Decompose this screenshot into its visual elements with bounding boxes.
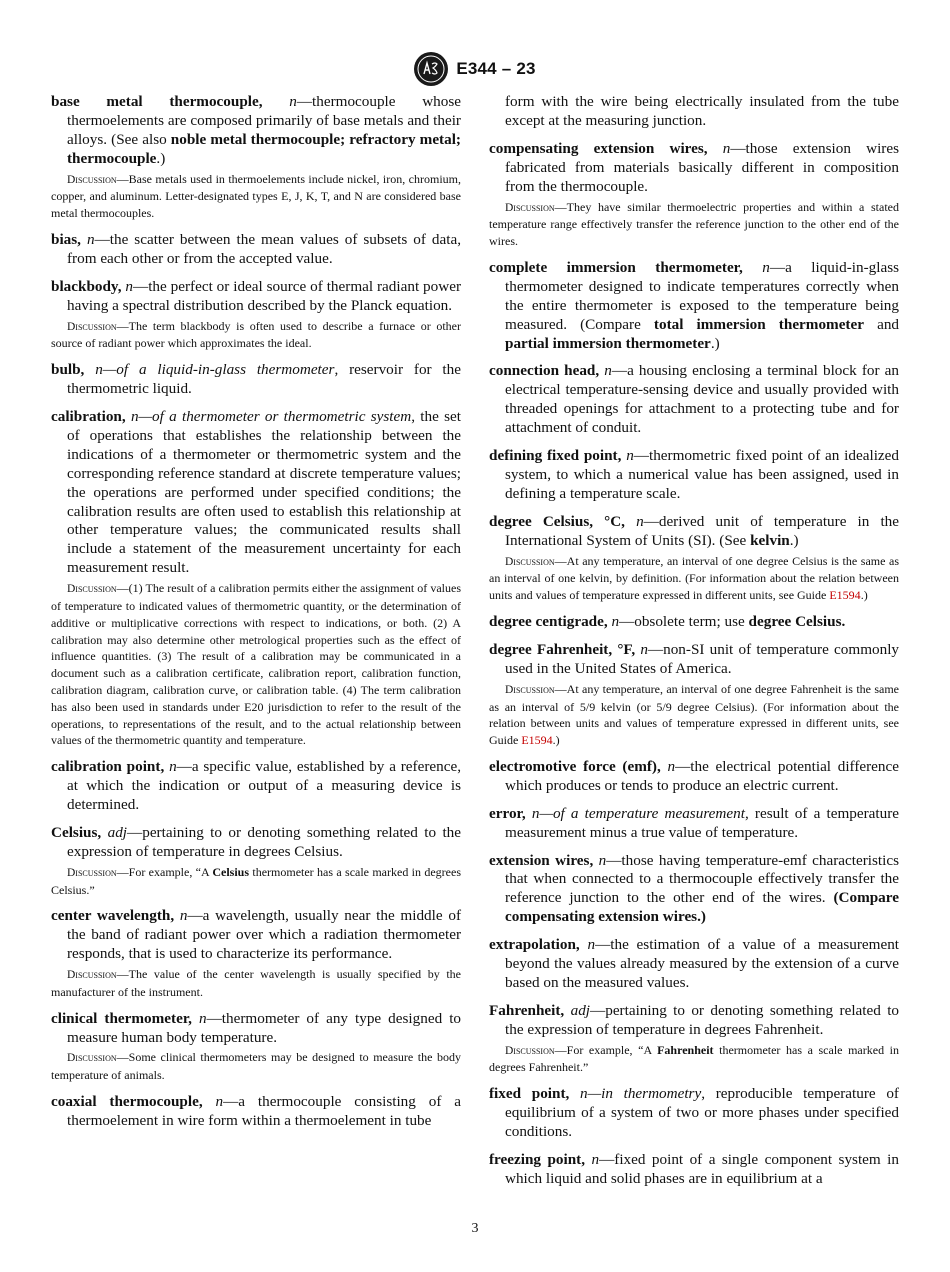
- page-number: 3: [471, 1221, 479, 1236]
- page-header: [0, 52, 950, 86]
- definition-entry: error, n—of a temperature measurement, result of a temperature measurement minus a true value of temperature.: [489, 804, 900, 841]
- left-column: [51, 93, 461, 1140]
- guide-e1594-link[interactable]: E1594: [829, 588, 861, 603]
- discussion-note: Discussion—The value of the center wavelength is usually specified by the manufacturer of the instrument.: [51, 967, 461, 999]
- discussion-note: Discussion—Some clinical thermometers may be designed to measure the body temperature of animals.: [51, 1050, 461, 1083]
- definition-entry: bias, n—the scatter between the mean values of subsets of data, from each other or from the accepted value.: [51, 231, 461, 267]
- definition-entry: Fahrenheit, adj—pertaining to or denoting something related to the expression of temperature in degrees Fahrenheit.: [489, 1001, 900, 1038]
- astm-logo-icon: [414, 52, 448, 86]
- definition-entry: degree centigrade, n—obsolete term; use degree Celsius.: [489, 613, 846, 630]
- right-column: [489, 93, 899, 1198]
- definition-entry: compensating extension wires, n—those extension wires fabricated from materials basically different in composition from the thermocouple.: [489, 139, 899, 195]
- discussion-note: Discussion—(1) The result of a calibration permits either the assignment of values of temperature to indicated values of thermometric quantity, or the determination of additive or multiplicative corrections with respect to indications, or both. (2) A calibration may also determine other metrological properties such as the effect of influence quantities. (3) The result of a calibration may be communicated in a document such as a calibration certificate, calibration report, calibration function, calibration diagram, calibration curve, or calibration table. (4) The term calibration has also been used in standards under E20 jurisdiction to refer to the result of the operations, to representations of the result, and to the actual relationship between values of the thermometric quantity and temperature.: [51, 581, 461, 748]
- definition-entry: defining fixed point, n—thermometric fixed point of an idealized system, to which a numerical value has been assigned, used in defining a temperature scale.: [489, 447, 899, 502]
- definition-entry: coaxial thermocouple, n—a thermocouple consisting of a thermoelement in wire form within a thermoelement in tube: [51, 1093, 461, 1129]
- definition-entry: extrapolation, n—the estimation of a value of a measurement beyond the values already measured by the extension of a curve based on the measured values.: [489, 936, 900, 991]
- definition-entry: Celsius, adj—pertaining to or denoting something related to the expression of temperature in degrees Celsius.: [51, 823, 462, 860]
- definition-entry: fixed point, n—in thermometry, reproducible temperature of equilibrium of a system of two or more phases under specified conditions.: [489, 1085, 899, 1141]
- discussion-note: Discussion—At any temperature, an interval of one degree Celsius is the same as an interval of one kelvin, by definition. (For information about the relation between units and values of temperature expressed in different units, see Guide E1594.): [489, 553, 899, 603]
- definition-entry: extension wires, n—those having temperature-emf characteristics that when connected to a thermocouple effectively transfer the reference junction to the other end of the wires. (Compare compensating extension wires.): [489, 851, 900, 926]
- discussion-note: Discussion—For example, “A Celsius thermometer has a scale marked in degrees Celsius.”: [51, 864, 461, 897]
- guide-e1594-link[interactable]: E1594: [521, 733, 553, 748]
- definition-entry: electromotive force (emf), n—the electrical potential difference which produces or tends to produce an electric current.: [489, 757, 899, 794]
- definition-continuation: form with the wire being electrically insulated from the tube except at the measuring junction.: [505, 93, 899, 129]
- definition-entry: degree Celsius, °C, n—derived unit of temperature in the International System of Units (SI). (See kelvin.): [489, 512, 899, 549]
- definition-entry: complete immersion thermometer, n—a liquid-in-glass thermometer designed to indicate temperatures correctly when the entire thermometer is exposed to the temperature being measured. (Compare total immersion thermometer and partial immersion thermometer.): [489, 258, 900, 352]
- definition-entry: freezing point, n—fixed point of a single component system in which liquid and solid phases are in equilibrium at a: [489, 1151, 899, 1187]
- definition-entry: bulb, n—of a liquid-in-glass thermometer, reservoir for the thermometric liquid.: [51, 361, 461, 398]
- discussion-note: Discussion—For example, “A Fahrenheit thermometer has a scale marked in degrees Fahrenheit.”: [489, 1042, 899, 1075]
- definition-entry: base metal thermocouple, n—thermocouple whose thermoelements are composed primarily of base metals and their alloys. (See also noble metal thermocouple; refractory metal; thermocouple.): [51, 93, 462, 167]
- definition-entry: calibration, n—of a thermometer or thermometric system, the set of operations that establishes the relationship between the indications of a thermometer or thermometric system and the corresponding reference standard at discrete temperature values; the operations are performed under specified conditions; the calibration results are often used to establish this relationship at other temperature values; the communicated results shall include a statement of the measurement uncertainty for each measurement result.: [51, 408, 461, 577]
- discussion-note: Discussion—Base metals used in thermoelements include nickel, iron, chromium, copper, and aluminum. Letter-designated types E, J, K, T, and N are considered base metal thermocouples.: [51, 171, 461, 221]
- definition-entry: calibration point, n—a specific value, established by a reference, at which the indication or output of a measuring device is determined.: [51, 758, 462, 813]
- definition-entry: center wavelength, n—a wavelength, usually near the middle of the band of radiant power over which a radiation thermometer responds, that is used to characterize its performance.: [51, 907, 461, 963]
- definition-entry: clinical thermometer, n—thermometer of any type designed to measure human body temperature.: [51, 1009, 462, 1046]
- definition-entry: blackbody, n—the perfect or ideal source of thermal radiant power having a spectral distribution described by the Planck equation.: [51, 277, 462, 314]
- definition-entry: connection head, n—a housing enclosing a terminal block for an electrical temperature-sensing device and usually provided with threaded openings for attachment to a protecting tube and for attachment of conduit.: [489, 362, 899, 437]
- definition-entry: degree Fahrenheit, °F, n—non-SI unit of temperature commonly used in the United States of America.: [489, 640, 900, 677]
- discussion-note: Discussion—At any temperature, an interval of one degree Fahrenheit is the same as an interval of 5/9 kelvin (or 5/9 degree Celsius). (For information about the relation between units and values of temperature expressed in different units, see Guide E1594.): [489, 681, 899, 748]
- discussion-note: Discussion—The term blackbody is often used to describe a furnace or other source of radiant power which approximates the ideal.: [51, 318, 461, 351]
- discussion-note: Discussion—They have similar thermoelectric properties and within a stated temperature range effectively transfer the reference junction to the other end of the wires.: [489, 199, 899, 249]
- document-id: E344 – 23: [456, 59, 536, 78]
